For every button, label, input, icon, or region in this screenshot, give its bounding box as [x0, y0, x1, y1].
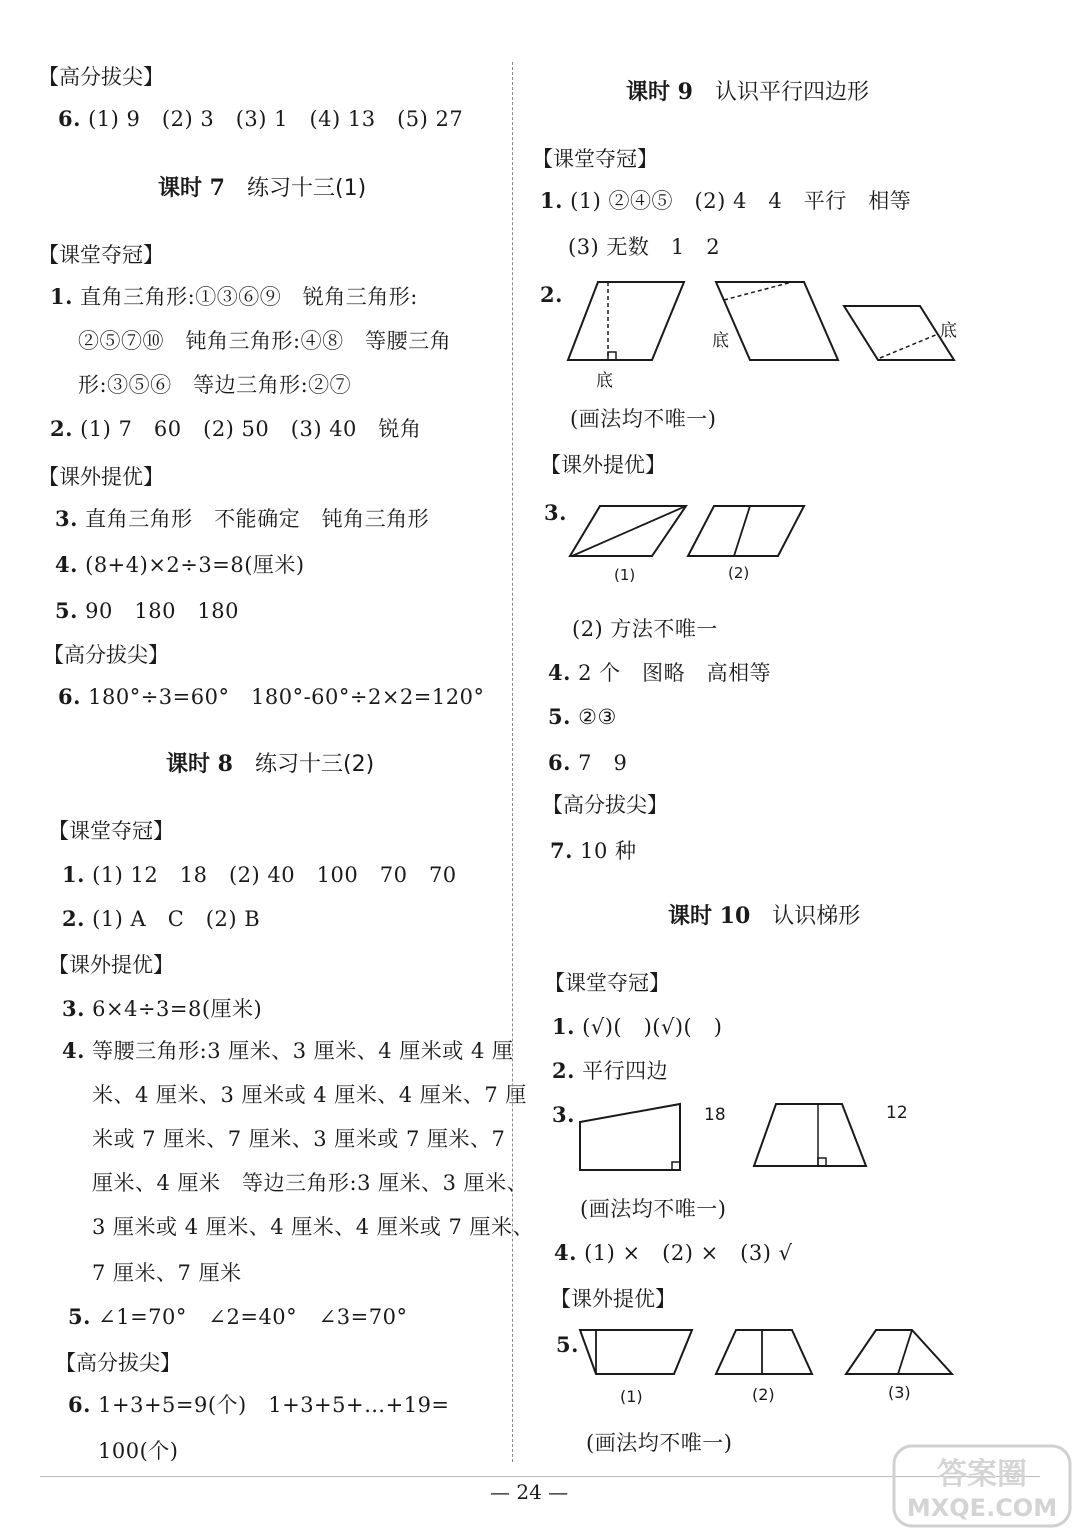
- footer-rule: [40, 1476, 1040, 1477]
- answer-line-7-1b: ②⑤⑦⑩ 钝角三角形:④⑧ 等腰三角: [78, 329, 452, 353]
- answer-line-8-2: 2. (1) A C (2) B: [62, 906, 261, 931]
- section-header-gaofen: 【高分拔尖】: [542, 793, 668, 817]
- note-drawing-not-unique: (画法均不唯一): [570, 407, 717, 431]
- figure-label: (1): [614, 566, 636, 584]
- section-header-kewai: 【课外提优】: [540, 453, 666, 477]
- answer-line-10-4: 4. (1) × (2) × (3) √: [554, 1240, 793, 1265]
- figure-label: (3): [888, 1383, 911, 1402]
- answer-line-10-2: 2. 平行四边: [552, 1058, 669, 1083]
- answer-line-8-6a: 6. 1+3+5=9(个) 1+3+5+…+19=: [68, 1392, 450, 1417]
- section-header-gaofen: 【高分拔尖】: [55, 1351, 181, 1375]
- note-method-not-unique: (2) 方法不唯一: [572, 617, 718, 641]
- answer-line-7-1a: 1. 直角三角形:①③⑥⑨ 锐角三角形:: [50, 284, 418, 309]
- answer-line-8-5: 5. ∠1=70° ∠2=40° ∠3=70°: [68, 1304, 408, 1329]
- base-label: 底: [940, 321, 957, 341]
- answer-line-7-6: 6. 180°÷3=60° 180°-60°÷2×2=120°: [58, 684, 485, 709]
- section-header-kewai: 【课外提优】: [550, 1287, 676, 1311]
- answer-line-9-1a: 1. (1) ②④⑤ (2) 4 4 平行 相等: [540, 188, 912, 213]
- note-drawing-not-unique: (画法均不唯一): [586, 1431, 733, 1455]
- answer-line-6: 6. (1) 9 (2) 3 (3) 1 (4) 13 (5) 27: [58, 106, 464, 131]
- watermark-logo: [892, 1444, 1072, 1528]
- answer-line-9-6: 6. 7 9: [548, 750, 628, 775]
- parallelogram-split-figure: [566, 500, 816, 590]
- column-divider: [512, 62, 513, 1462]
- section-header-gaofen: 【高分拔尖】: [43, 643, 169, 667]
- trapezoid-height-figure: [576, 1096, 926, 1176]
- answer-line-7-2: 2. (1) 7 60 (2) 50 (3) 40 锐角: [50, 416, 422, 441]
- section-header-ketang: 【课堂夺冠】: [48, 819, 174, 843]
- lesson-10-title: 课时 10 认识梯形: [668, 903, 861, 929]
- figure-value: 12: [886, 1103, 908, 1123]
- answer-line-9-4: 4. 2 个 图略 高相等: [548, 660, 772, 685]
- lesson-8-title: 课时 8 练习十三(2): [166, 751, 375, 777]
- answer-line-9-7: 7. 10 种: [550, 838, 637, 863]
- answer-line-7-5: 5. 90 180 180: [55, 598, 240, 623]
- section-header-ketang: 【课堂夺冠】: [544, 971, 670, 995]
- answer-line-8-4f: 7 厘米、7 厘米: [92, 1261, 242, 1285]
- lesson-7-title: 课时 7 练习十三(1): [158, 175, 367, 201]
- figure-label: (1): [620, 1387, 643, 1406]
- answer-line-8-1: 1. (1) 12 18 (2) 40 100 70 70: [62, 862, 457, 887]
- svg-text:MXQE.COM: MXQE.COM: [906, 1494, 1058, 1522]
- parallelogram-heights-figure: [560, 276, 980, 396]
- answer-line-7-1c: 形:③⑤⑥ 等边三角形:②⑦: [78, 373, 352, 397]
- note-drawing-not-unique: (画法均不唯一): [580, 1197, 727, 1221]
- answer-line-8-4c: 米或 7 厘米、7 厘米、3 厘米或 7 厘米、7: [92, 1127, 506, 1151]
- answer-line-7-4: 4. (8+4)×2÷3=8(厘米): [55, 552, 305, 577]
- answer-line-8-4b: 米、4 厘米、3 厘米或 4 厘米、4 厘米、7 厘: [92, 1083, 527, 1107]
- section-header-kewai: 【课外提优】: [38, 465, 164, 489]
- answer-line-9-5: 5. ②③: [548, 704, 617, 729]
- answer-line-9-3-num: 3.: [544, 500, 567, 525]
- answer-line-10-5-num: 5.: [556, 1332, 579, 1357]
- page-number: — 24 —: [490, 1480, 569, 1504]
- base-label: 底: [712, 331, 729, 351]
- section-header-gaofen: 【高分拔尖】: [38, 65, 164, 89]
- answer-line-8-4e: 3 厘米或 4 厘米、4 厘米、4 厘米或 7 厘米、: [92, 1215, 535, 1239]
- answer-line-8-6b: 100(个): [98, 1439, 179, 1463]
- figure-value: 18: [704, 1105, 726, 1125]
- svg-text:答案圈: 答案圈: [937, 1457, 1027, 1492]
- answer-line-10-3-num: 3.: [552, 1102, 575, 1127]
- section-header-ketang: 【课堂夺冠】: [38, 243, 164, 267]
- answer-line-10-1: 1. (√)( )(√)( ): [552, 1014, 723, 1039]
- answer-line-7-3: 3. 直角三角形 不能确定 钝角三角形: [55, 506, 430, 531]
- answer-line-8-3: 3. 6×4÷3=8(厘米): [62, 996, 263, 1021]
- figure-label: (2): [728, 564, 750, 582]
- answer-line-9-2-num: 2.: [540, 282, 563, 307]
- answer-line-9-1b: (3) 无数 1 2: [568, 235, 721, 259]
- section-header-ketang: 【课堂夺冠】: [532, 147, 658, 171]
- lesson-9-title: 课时 9 认识平行四边形: [626, 79, 869, 105]
- base-label: 底: [596, 371, 613, 391]
- answer-line-8-4a: 4. 等腰三角形:3 厘米、3 厘米、4 厘米或 4 厘: [62, 1038, 514, 1063]
- answer-line-8-4d: 厘米、4 厘米 等边三角形:3 厘米、3 厘米、: [92, 1171, 529, 1195]
- trapezoid-split-figure: [576, 1326, 966, 1416]
- section-header-kewai: 【课外提优】: [48, 953, 174, 977]
- figure-label: (2): [752, 1385, 775, 1404]
